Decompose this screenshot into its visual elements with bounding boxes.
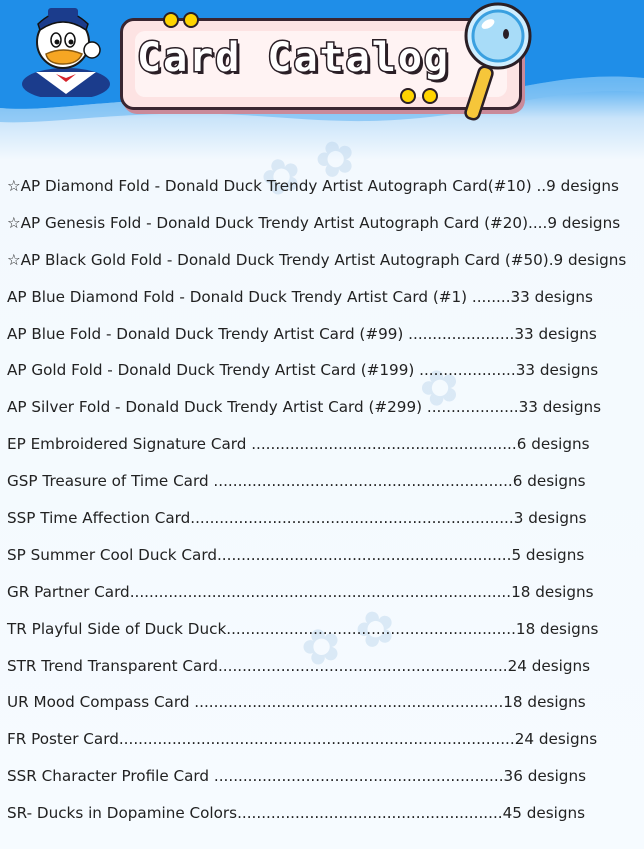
page-title: Card Catalog [137,35,450,81]
catalog-item: AP Blue Fold - Donald Duck Trendy Artist Card (#99) ......................33 designs [7,324,597,343]
watermark-3: ✿ ✿ [293,596,404,680]
catalog-item: EP Embroidered Signature Card .......................................................6 designs [7,435,590,454]
catalog-item: STR Trend Transparent Card............................................................24 designs [7,656,591,675]
donald-duck-icon [8,2,118,97]
catalog-item: SSR Character Profile Card ............................................................36 designs [7,767,586,786]
magnifier-icon [452,0,542,125]
catalog-item: GSP Treasure of Time Card ..............................................................6 designs [7,472,586,491]
catalog-item: SSP Time Affection Card...................................................................3 designs [7,509,587,528]
catalog-item: GR Partner Card...............................................................................18 designs [7,582,594,601]
catalog-item: AP Gold Fold - Donald Duck Trendy Artist Card (#199) ....................33 designs [7,361,599,380]
watermark-1: ✿ ✿ [253,126,364,210]
watermark-2: ✿ [412,355,468,421]
catalog-item: AP Blue Diamond Fold - Donald Duck Trendy Artist Card (#1) ........33 designs [7,287,593,306]
catalog-item: ☆AP Diamond Fold - Donald Duck Trendy Artist Autograph Card(#10) ..9 designs [7,177,619,195]
card-catalog-list [7,172,641,836]
catalog-item: ☆AP Black Gold Fold - Donald Duck Trendy Artist Autograph Card (#50).9 designs [7,250,627,269]
catalog-item: SP Summer Cool Duck Card.............................................................5 designs [7,545,585,564]
yellow-dots-top [162,10,202,30]
catalog-item: UR Mood Compass Card ................................................................18 designs [7,693,586,712]
yellow-dots-bottom [398,86,444,106]
catalog-item: AP Silver Fold - Donald Duck Trendy Artist Card (#299) ...................33 designs [7,398,602,417]
catalog-item: SR- Ducks in Dopamine Colors.......................................................45 designs [7,804,586,823]
catalog-item: FR Poster Card..................................................................................24 designs [7,730,598,749]
catalog-item: TR Playful Side of Duck Duck............................................................18 designs [7,619,599,638]
catalog-item: ☆AP Genesis Fold - Donald Duck Trendy Artist Autograph Card (#20)....9 designs [7,213,621,232]
